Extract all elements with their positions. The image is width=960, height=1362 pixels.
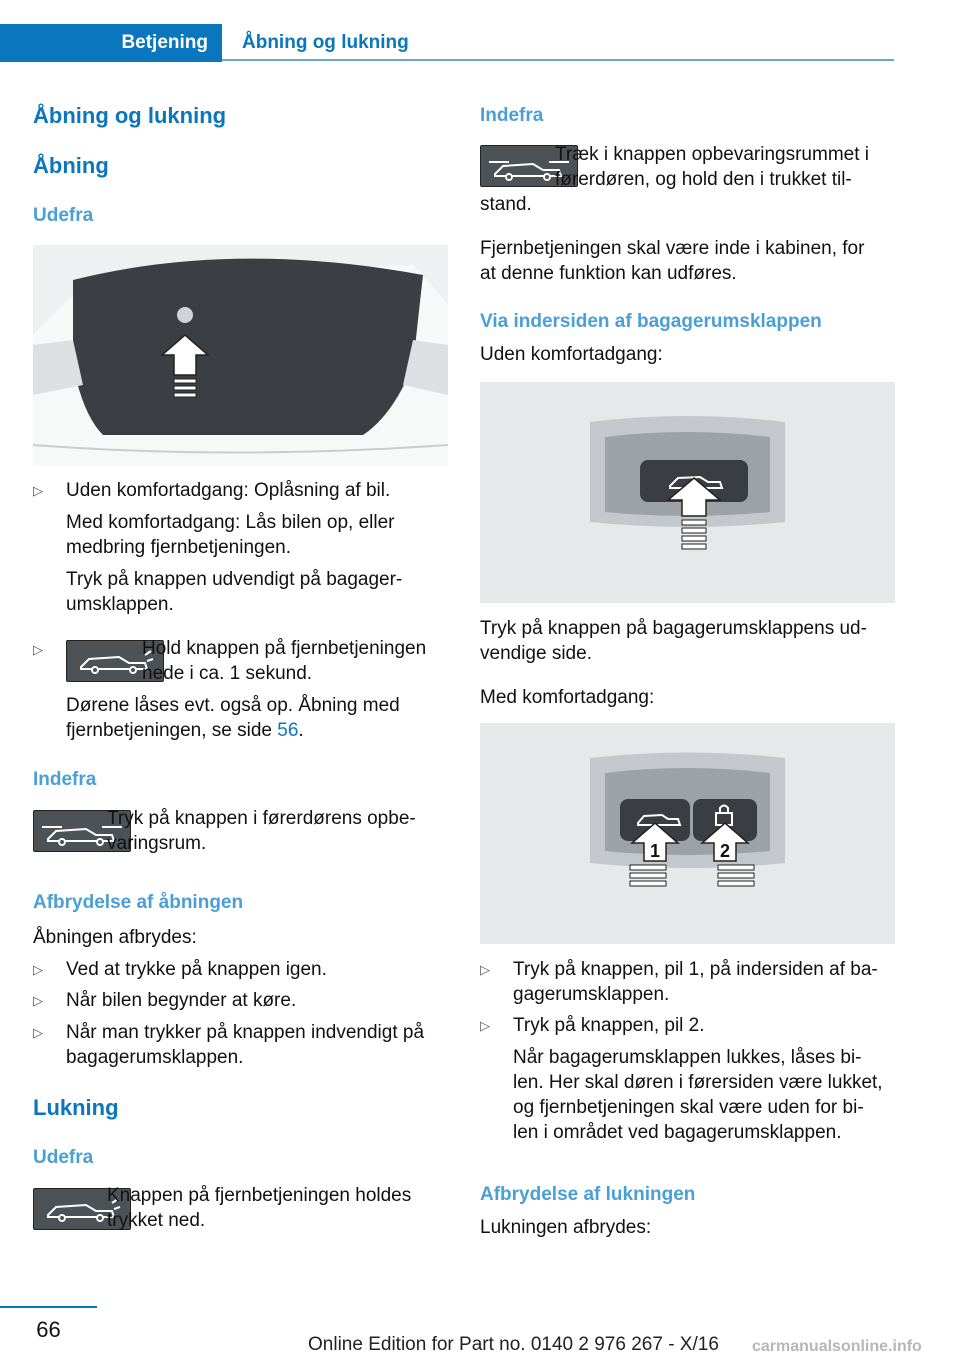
trunk-illustration xyxy=(33,245,448,466)
with-comfort-label: Med komfortadgang: xyxy=(480,687,655,708)
footer-rule xyxy=(0,1306,97,1308)
right-inside-text: Træk i knappen opbevaringsrummet i førerdøren, og hold den i trukket til- xyxy=(555,144,869,190)
closing-text: Knappen på fjernbetjeningen holdes trykket ned. xyxy=(107,1185,412,1231)
breadcrumb[interactable]: Åbning og lukning xyxy=(242,32,409,53)
heading-right-inside: Indefra xyxy=(480,105,544,126)
watermark: carmanualsonline.info xyxy=(752,1338,922,1355)
interrupt-item-2: Når bilen begynder at køre. xyxy=(66,990,297,1011)
inside-text: Tryk på knappen i førerdørens opbe- varingsrum. xyxy=(107,808,416,854)
bullet-marker: ▷ xyxy=(480,962,490,977)
no-comfort-label: Uden komfortadgang: xyxy=(480,344,663,365)
inner-button-figure xyxy=(480,382,895,603)
bullet-marker: ▷ xyxy=(33,962,43,977)
interrupt-item-1: Ved at trykke på knappen igen. xyxy=(66,959,327,980)
arrow-label-2: 2 xyxy=(720,841,731,861)
edition-line: Online Edition for Part no. 0140 2 976 267 - X/16 xyxy=(308,1334,719,1355)
heading-closing: Lukning xyxy=(33,1095,119,1120)
bullet-marker: ▷ xyxy=(33,642,43,657)
heading-closing-outside: Udefra xyxy=(33,1147,94,1168)
press-outside-text: Tryk på knappen på bagagerumsklappens ud- vendige side. xyxy=(480,618,867,664)
interrupt-item-3: Når man trykker på knappen indvendigt på bagagerumsklappen. xyxy=(66,1022,425,1068)
bullet-marker: ▷ xyxy=(33,993,43,1008)
right-bullet-2: Tryk på knappen, pil 2. Når bagagerumsklappen lukkes, låses bi- len. Her skal døren i førersiden være lukket, og fjernbetjeningen skal være uden for bi- len i området ved bagagerumsklappen. xyxy=(513,1015,883,1143)
bullet-marker: ▷ xyxy=(33,1025,43,1040)
bullet-1-text: Uden komfortadgang: Oplåsning af bil. Med komfortadgang: Lås bilen op, eller medbring fjernbetjeningen. Tryk på knappen udvendigt på bagager- umsklappen. xyxy=(66,480,403,615)
trunk-figure xyxy=(33,245,448,466)
comfort-buttons-illustration xyxy=(480,723,895,944)
right-bullet-1: Tryk på knappen, pil 1, på indersiden af ba- gagerumsklappen. xyxy=(513,959,878,1005)
page-title: Åbning og lukning xyxy=(33,103,227,128)
heading-via-inside: Via indersiden af bagagerumsklappen xyxy=(480,311,822,332)
inner-button-illustration xyxy=(480,382,895,603)
interrupt-closing-intro: Lukningen afbrydes: xyxy=(480,1217,652,1238)
comfort-buttons-figure xyxy=(480,723,895,944)
right-inside-cont: stand. xyxy=(480,194,532,215)
heading-interrupt-opening: Afbrydelse af åbningen xyxy=(33,892,244,913)
page-link-56[interactable]: 56 xyxy=(277,720,299,741)
remote-text: Fjernbetjeningen skal være inde i kabinen, for at denne funktion kan udføres. xyxy=(480,238,865,284)
bullet-2-text: Hold knappen på fjernbetjeningen nede i ca. 1 sekund. xyxy=(142,638,427,684)
bullet-2-subtext: Dørene låses evt. også op. Åbning med fjernbetjeningen, se side 56. xyxy=(66,695,400,741)
heading-interrupt-closing: Afbrydelse af lukningen xyxy=(480,1184,696,1205)
interrupt-intro: Åbningen afbrydes: xyxy=(33,927,197,948)
page-header xyxy=(0,24,894,62)
bullet-marker: ▷ xyxy=(33,483,43,498)
heading-outside: Udefra xyxy=(33,205,94,226)
page-number: 66 xyxy=(36,1317,61,1342)
section-tab[interactable]: Betjening xyxy=(0,24,222,62)
heading-inside: Indefra xyxy=(33,769,97,790)
heading-opening: Åbning xyxy=(33,153,109,178)
bullet-marker: ▷ xyxy=(480,1018,490,1033)
header-rule xyxy=(222,59,894,61)
arrow-label-1: 1 xyxy=(650,841,661,861)
